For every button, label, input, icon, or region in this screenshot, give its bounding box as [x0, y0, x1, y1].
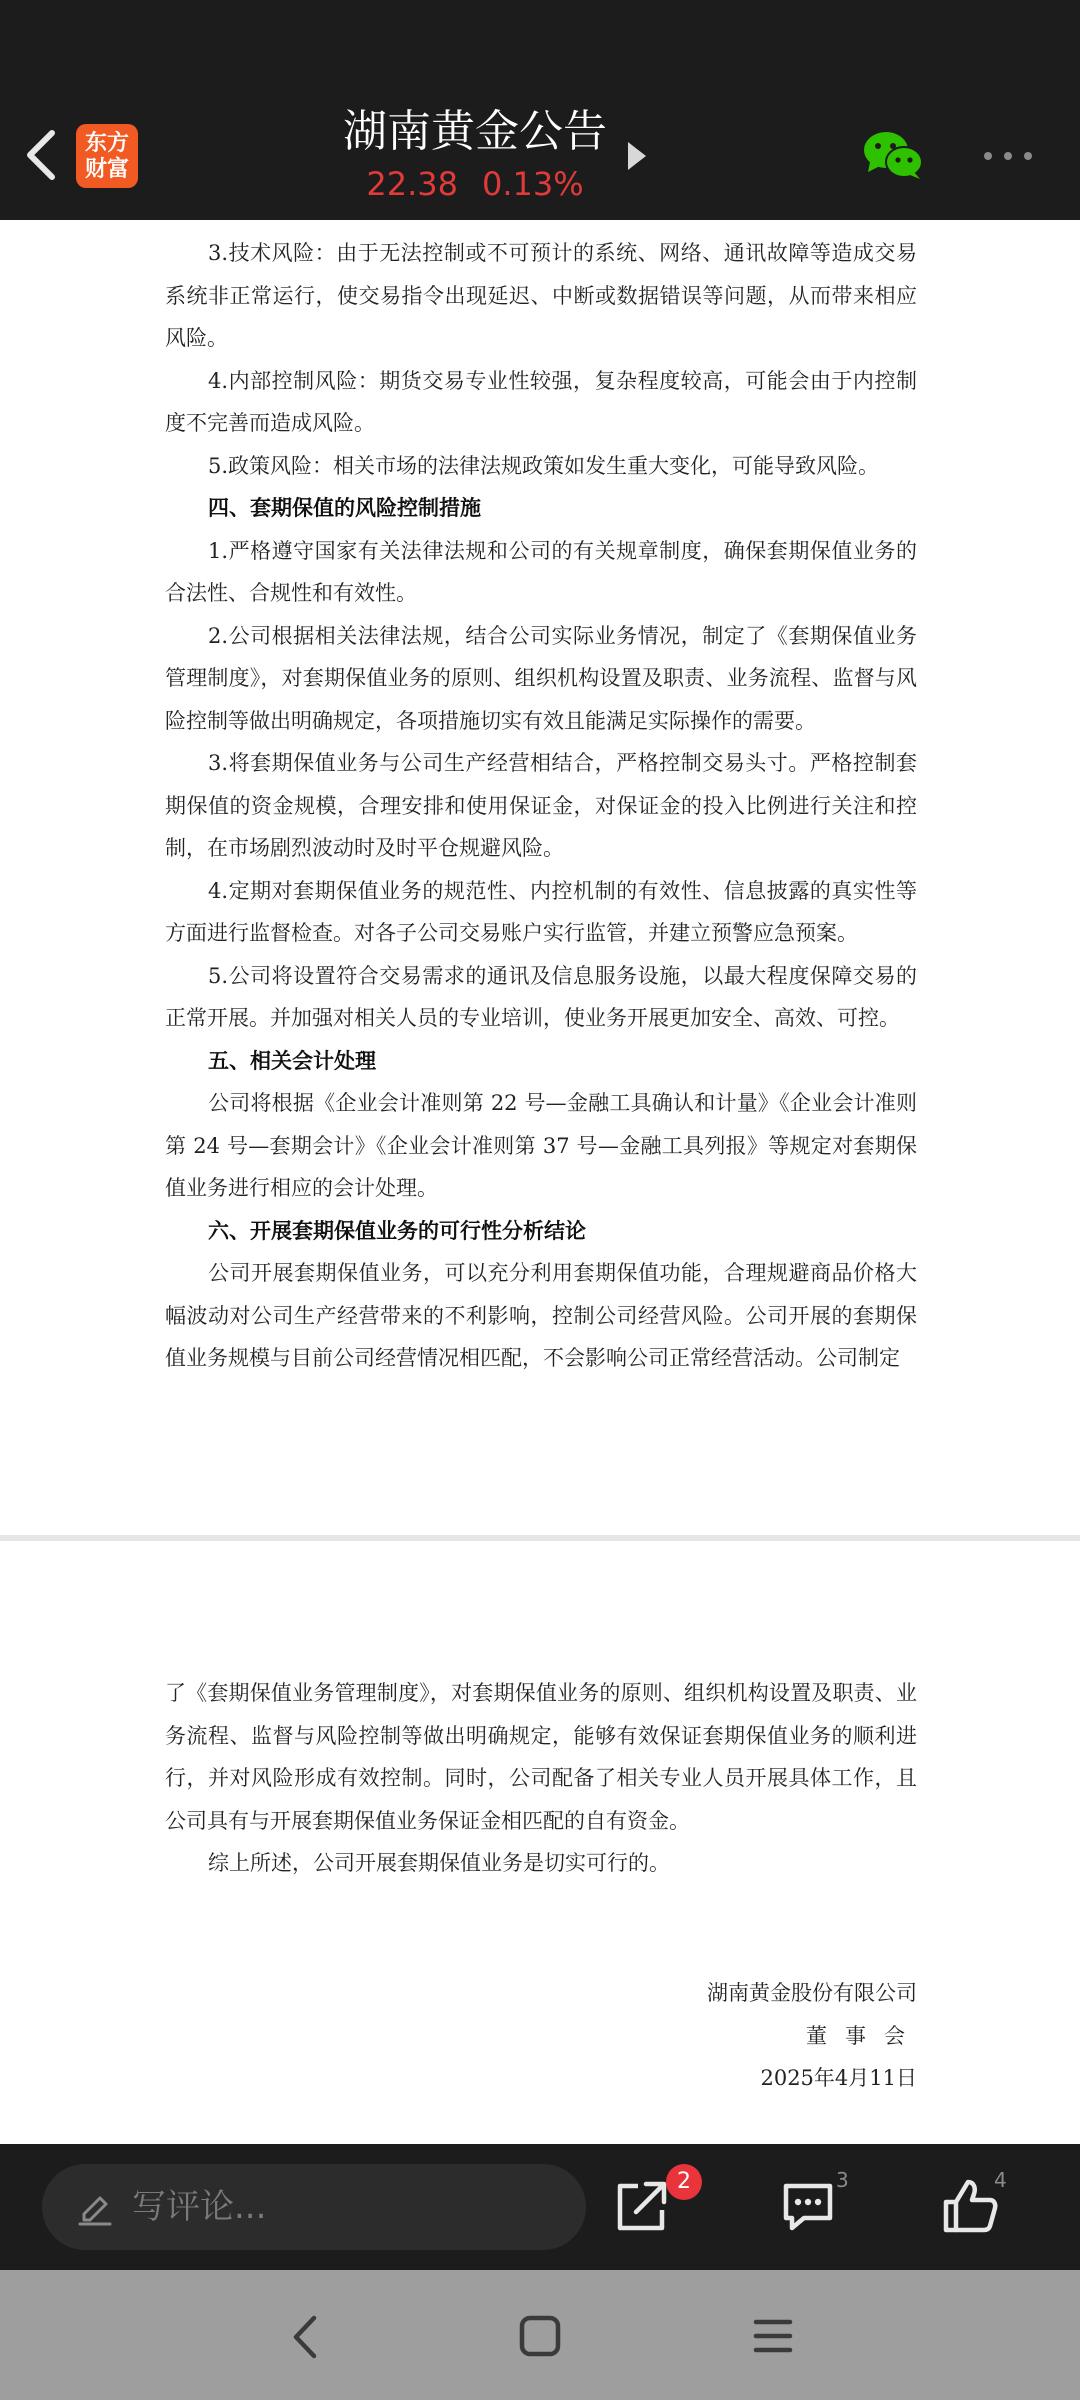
stock-change-pct: 0.13%: [481, 165, 584, 203]
comment-count: 3: [836, 2168, 849, 2192]
wechat-share-icon[interactable]: [862, 130, 924, 180]
like-icon[interactable]: [940, 2174, 1000, 2236]
section-heading: 四、套期保值的风险控制措施: [208, 495, 481, 520]
signature-block: [660, 1972, 923, 2100]
system-navigation-bar: [0, 2270, 1080, 2400]
page-title: 湖南黄金公告: [343, 106, 607, 157]
share-badge: 2: [666, 2164, 702, 2200]
signature-board: 董事会: [806, 2023, 923, 2048]
comment-input[interactable]: [42, 2164, 586, 2250]
title-block[interactable]: [300, 104, 650, 204]
stock-quote: [300, 164, 650, 204]
section-heading: 五、相关会计处理: [208, 1047, 376, 1073]
paragraph: 2.公司根据相关法律法规，结合公司实际业务情况，制定了《套期保值业务管理制度》，对套期保值业务的原则、组织机构设置及职责、业务流程、监督与风险控制等做出明确规定，各项措施切实有效且能满足实际操作的需要。: [165, 623, 917, 733]
top-header: [0, 0, 1080, 220]
document-page-1: [165, 232, 917, 1380]
paragraph: 1.严格遵守国家有关法律法规和公司的有关规章制度，确保套期保值业务的合法性、合规性和有效性。: [165, 538, 917, 605]
stock-price: 22.38: [366, 165, 458, 203]
play-arrow-icon[interactable]: [628, 142, 646, 170]
app-logo[interactable]: [76, 124, 138, 188]
paragraph: 4.内部控制风险：期货交易专业性较强，复杂程度较高，可能会由于内控制度不完善而造成风险。: [165, 368, 917, 435]
paragraph: 综上所述，公司开展套期保值业务是切实可行的。: [208, 1851, 670, 1875]
signature-company: 湖南黄金股份有限公司: [707, 1981, 917, 2005]
share-icon[interactable]: [612, 2176, 672, 2236]
paragraph: 公司开展套期保值业务，可以充分利用套期保值功能，合理规避商品价格大幅波动对公司生产经营带来的不利影响，控制公司经营风险。公司开展的套期保值业务规模与目前公司经营情况相匹配，不会影响公司正常经营活动。公司制定: [165, 1261, 917, 1370]
section-heading: 六、开展套期保值业务的可行性分析结论: [208, 1217, 586, 1243]
paragraph: 3.将套期保值业务与公司生产经营相结合，严格控制交易头寸。严格控制套期保值的资金规模，合理安排和使用保证金，对保证金的投入比例进行关注和控制，在市场剧烈波动时及时平仓规避风险。: [165, 751, 917, 860]
more-options-icon[interactable]: [980, 140, 1036, 172]
paragraph: 公司将根据《企业会计准则第 22 号—金融工具确认和计量》《企业会计准则第 24 号—套期会计》《企业会计准则第 37 号—金融工具列报》等规定对套期保值业务进行相应的会计处理。: [165, 1091, 917, 1200]
app-logo-line2: 财富: [84, 156, 129, 182]
paragraph: 5.政策风险：相关市场的法律法规政策如发生重大变化，可能导致风险。: [208, 453, 880, 478]
nav-back-icon[interactable]: [286, 2314, 326, 2360]
like-count: 4: [994, 2168, 1007, 2192]
comments-icon[interactable]: [778, 2176, 838, 2236]
nav-home-icon[interactable]: [518, 2314, 562, 2358]
paragraph: 3.技术风险：由于无法控制或不可预计的系统、网络、通讯故障等造成交易系统非正常运行，使交易指令出现延迟、中断或数据错误等问题，从而带来相应风险。: [165, 241, 917, 350]
bottom-action-bar: [0, 2144, 1080, 2270]
comment-placeholder: 写评论...: [132, 2187, 267, 2227]
nav-menu-icon[interactable]: [752, 2316, 794, 2356]
paragraph: 了《套期保值业务管理制度》，对套期保值业务的原则、组织机构设置及职责、业务流程、监督与风险控制等做出明确规定，能够有效保证套期保值业务的顺利进行，并对风险形成有效控制。同时，公司配备了相关专业人员开展具体工作，且公司具有与开展套期保值业务保证金相匹配的自有资金。: [165, 1681, 917, 1833]
back-arrow-icon[interactable]: [18, 125, 62, 185]
app-logo-line1: 东方: [84, 130, 129, 156]
page-divider: [0, 1535, 1080, 1541]
paragraph: 4.定期对套期保值业务的规范性、内控机制的有效性、信息披露的真实性等方面进行监督检查。对各子公司交易账户实行监管，并建立预警应急预案。: [165, 878, 917, 945]
document-viewer[interactable]: [0, 220, 1080, 2144]
paragraph: 5.公司将设置符合交易需求的通讯及信息服务设施，以最大程度保障交易的正常开展。并加强对相关人员的专业培训，使业务开展更加安全、高效、可控。: [165, 963, 917, 1030]
signature-date: 2025年4月11日: [760, 2066, 917, 2090]
document-page-2: [165, 1672, 917, 1885]
pencil-icon: [76, 2188, 114, 2226]
